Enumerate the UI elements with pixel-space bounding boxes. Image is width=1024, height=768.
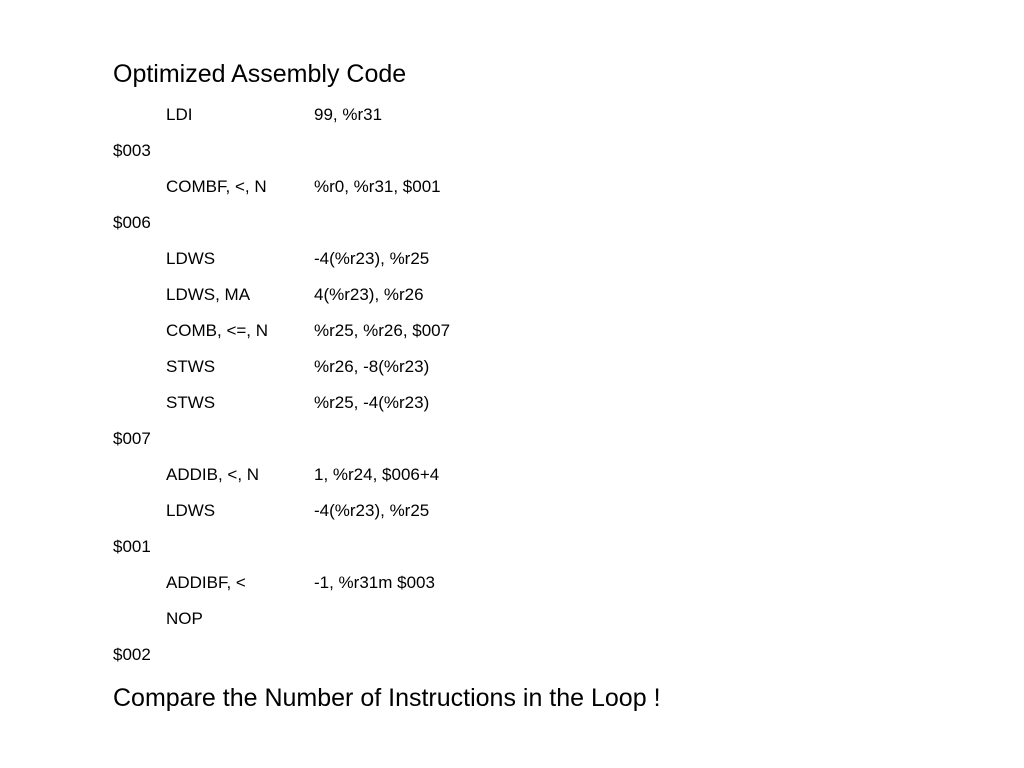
code-line bbox=[113, 241, 813, 277]
code-line bbox=[113, 349, 813, 385]
code-line bbox=[113, 421, 813, 457]
code-line bbox=[113, 169, 813, 205]
code-operands: -4(%r23), %r25 bbox=[314, 249, 430, 268]
code-operands: -4(%r23), %r25 bbox=[314, 501, 430, 520]
code-line bbox=[113, 277, 813, 313]
code-instruction: COMB, <=, N bbox=[166, 321, 269, 340]
code-operands: %r0, %r31, $001 bbox=[314, 177, 441, 196]
code-operands: 4(%r23), %r26 bbox=[314, 285, 424, 304]
slide-footer-note: Compare the Number of Instructions in the Loop ! bbox=[113, 684, 661, 712]
code-label: $003 bbox=[113, 141, 151, 160]
code-instruction: COMBF, <, N bbox=[166, 177, 267, 196]
code-label: $006 bbox=[113, 213, 151, 232]
code-line bbox=[113, 637, 813, 673]
code-instruction: STWS bbox=[166, 357, 216, 376]
code-label: $002 bbox=[113, 645, 151, 664]
code-operands: -1, %r31m $003 bbox=[314, 573, 435, 592]
code-instruction: STWS bbox=[166, 393, 216, 412]
code-instruction: LDWS bbox=[166, 501, 216, 520]
code-instruction: LDI bbox=[166, 105, 193, 124]
code-operands: 1, %r24, $006+4 bbox=[314, 465, 440, 484]
code-operands: 99, %r31 bbox=[314, 105, 383, 124]
code-label: $001 bbox=[113, 537, 151, 556]
code-line bbox=[113, 601, 813, 637]
code-operands: %r25, -4(%r23) bbox=[314, 393, 430, 412]
assembly-code-listing bbox=[113, 97, 813, 673]
code-instruction: ADDIB, <, N bbox=[166, 465, 260, 484]
code-instruction: NOP bbox=[166, 609, 203, 628]
slide-title: Optimized Assembly Code bbox=[113, 60, 407, 88]
code-line bbox=[113, 565, 813, 601]
code-line bbox=[113, 493, 813, 529]
code-operands: %r25, %r26, $007 bbox=[314, 321, 451, 340]
code-instruction: LDWS, MA bbox=[166, 285, 251, 304]
code-instruction: LDWS bbox=[166, 249, 216, 268]
code-operands: %r26, -8(%r23) bbox=[314, 357, 430, 376]
code-line bbox=[113, 457, 813, 493]
code-line bbox=[113, 205, 813, 241]
code-line bbox=[113, 529, 813, 565]
code-line bbox=[113, 133, 813, 169]
code-line bbox=[113, 385, 813, 421]
code-line bbox=[113, 97, 813, 133]
code-line bbox=[113, 313, 813, 349]
code-label: $007 bbox=[113, 429, 151, 448]
code-instruction: ADDIBF, < bbox=[166, 573, 246, 592]
